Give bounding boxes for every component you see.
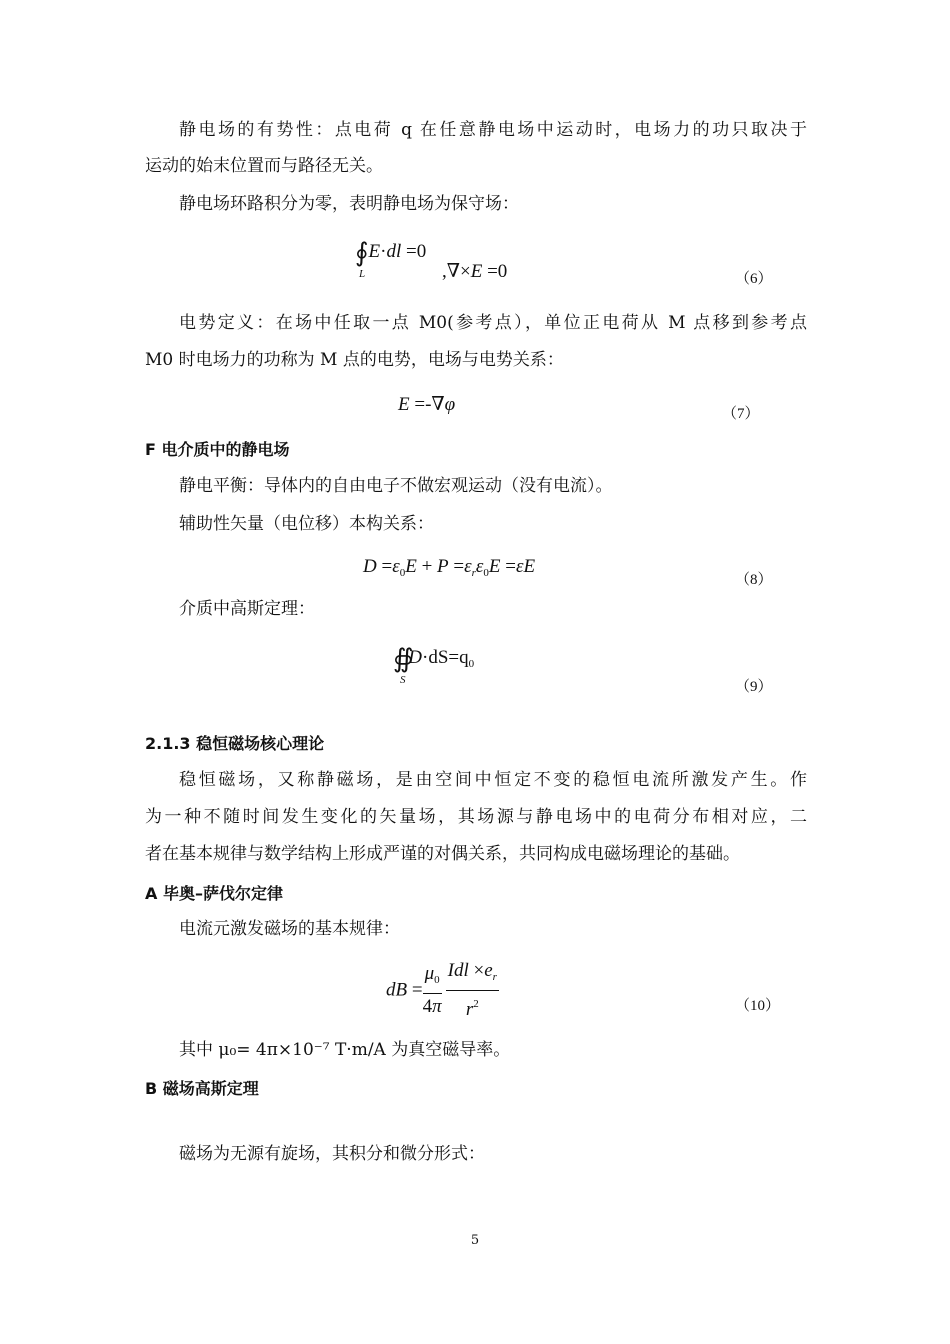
- equation-9: ∯ $D\cdot dS=q_0$: [393, 644, 475, 673]
- paragraph-potential-line2: 运动的始末位置而与路径无关。: [145, 156, 383, 176]
- paragraph-solenoidal: 磁场为无源有旋场，其积分和微分形式：: [179, 1144, 485, 1164]
- paragraph-equilibrium: 静电平衡：导体内的自由电子不做宏观运动（没有电流）。: [179, 476, 613, 496]
- heading-dielectric: F 电介质中的静电场: [145, 440, 290, 459]
- paragraph-potential-line1: 静电场的有势性：点电荷 q 在任意静电场中运动时，电场力的功只取决于: [179, 120, 807, 140]
- equation-8: $D =\varepsilon_0E + P =\varepsilon_r\varepsilon_0E =\varepsilon E$: [363, 556, 536, 579]
- paragraph-constitutive: 辅助性矢量（电位移）本构关系：: [179, 514, 434, 534]
- heading-steady-magnetic: 2.1.3 稳恒磁场核心理论: [145, 734, 325, 753]
- equation-6: ∮E·dl =0: [355, 238, 427, 267]
- equation-7-number: （7）: [722, 406, 760, 422]
- paragraph-potential-def-line2: M0 时电场力的功称为 M 点的电势，电场与电势关系：: [145, 350, 564, 370]
- paragraph-potential-def-line1: 电势定义：在场中任取一点 M0(参考点），单位正电荷从 M 点移到参考点: [179, 313, 807, 333]
- paragraph-permeability: 其中 μ₀= 4π×10⁻⁷ T·m/A 为真空磁导率。: [179, 1040, 511, 1060]
- paragraph-current-element: 电流元激发磁场的基本规律：: [179, 919, 400, 939]
- equation-9-subscript: S: [400, 674, 406, 686]
- equation-8-number: （8）: [735, 572, 773, 588]
- paragraph-gauss-dielectric: 介质中高斯定理：: [179, 599, 315, 619]
- paragraph-steady-line2: 为一种不随时间发生变化的矢量场，其场源与静电场中的电荷分布相对应，二: [145, 807, 807, 827]
- paragraph-conservative: 静电场环路积分为零，表明静电场为保守场：: [179, 194, 519, 214]
- paragraph-steady-line3: 者在基本规律与数学结构上形成严谨的对偶关系，共同构成电磁场理论的基础。: [145, 844, 740, 864]
- equation-6-curl: ,∇×E =0: [442, 261, 508, 282]
- equation-10: dB = $\frac{\mu_0}{4\pi}$ $\frac{Idl \times e_r}{r^2}$: [386, 960, 497, 1020]
- heading-magnetic-gauss: B 磁场高斯定理: [145, 1079, 259, 1098]
- equation-6-number: （6）: [735, 271, 773, 287]
- equation-6-subscript: L: [359, 268, 366, 280]
- equation-7: E =-∇φ: [398, 394, 456, 415]
- paragraph-steady-line1: 稳恒磁场，又称静磁场，是由空间中恒定不变的稳恒电流所激发产生。作: [179, 770, 807, 790]
- heading-biot-savart: A 毕奥–萨伐尔定律: [145, 884, 283, 903]
- equation-10-number: （10）: [735, 998, 781, 1014]
- equation-9-number: （9）: [735, 679, 773, 695]
- page-number: 5: [470, 1233, 480, 1248]
